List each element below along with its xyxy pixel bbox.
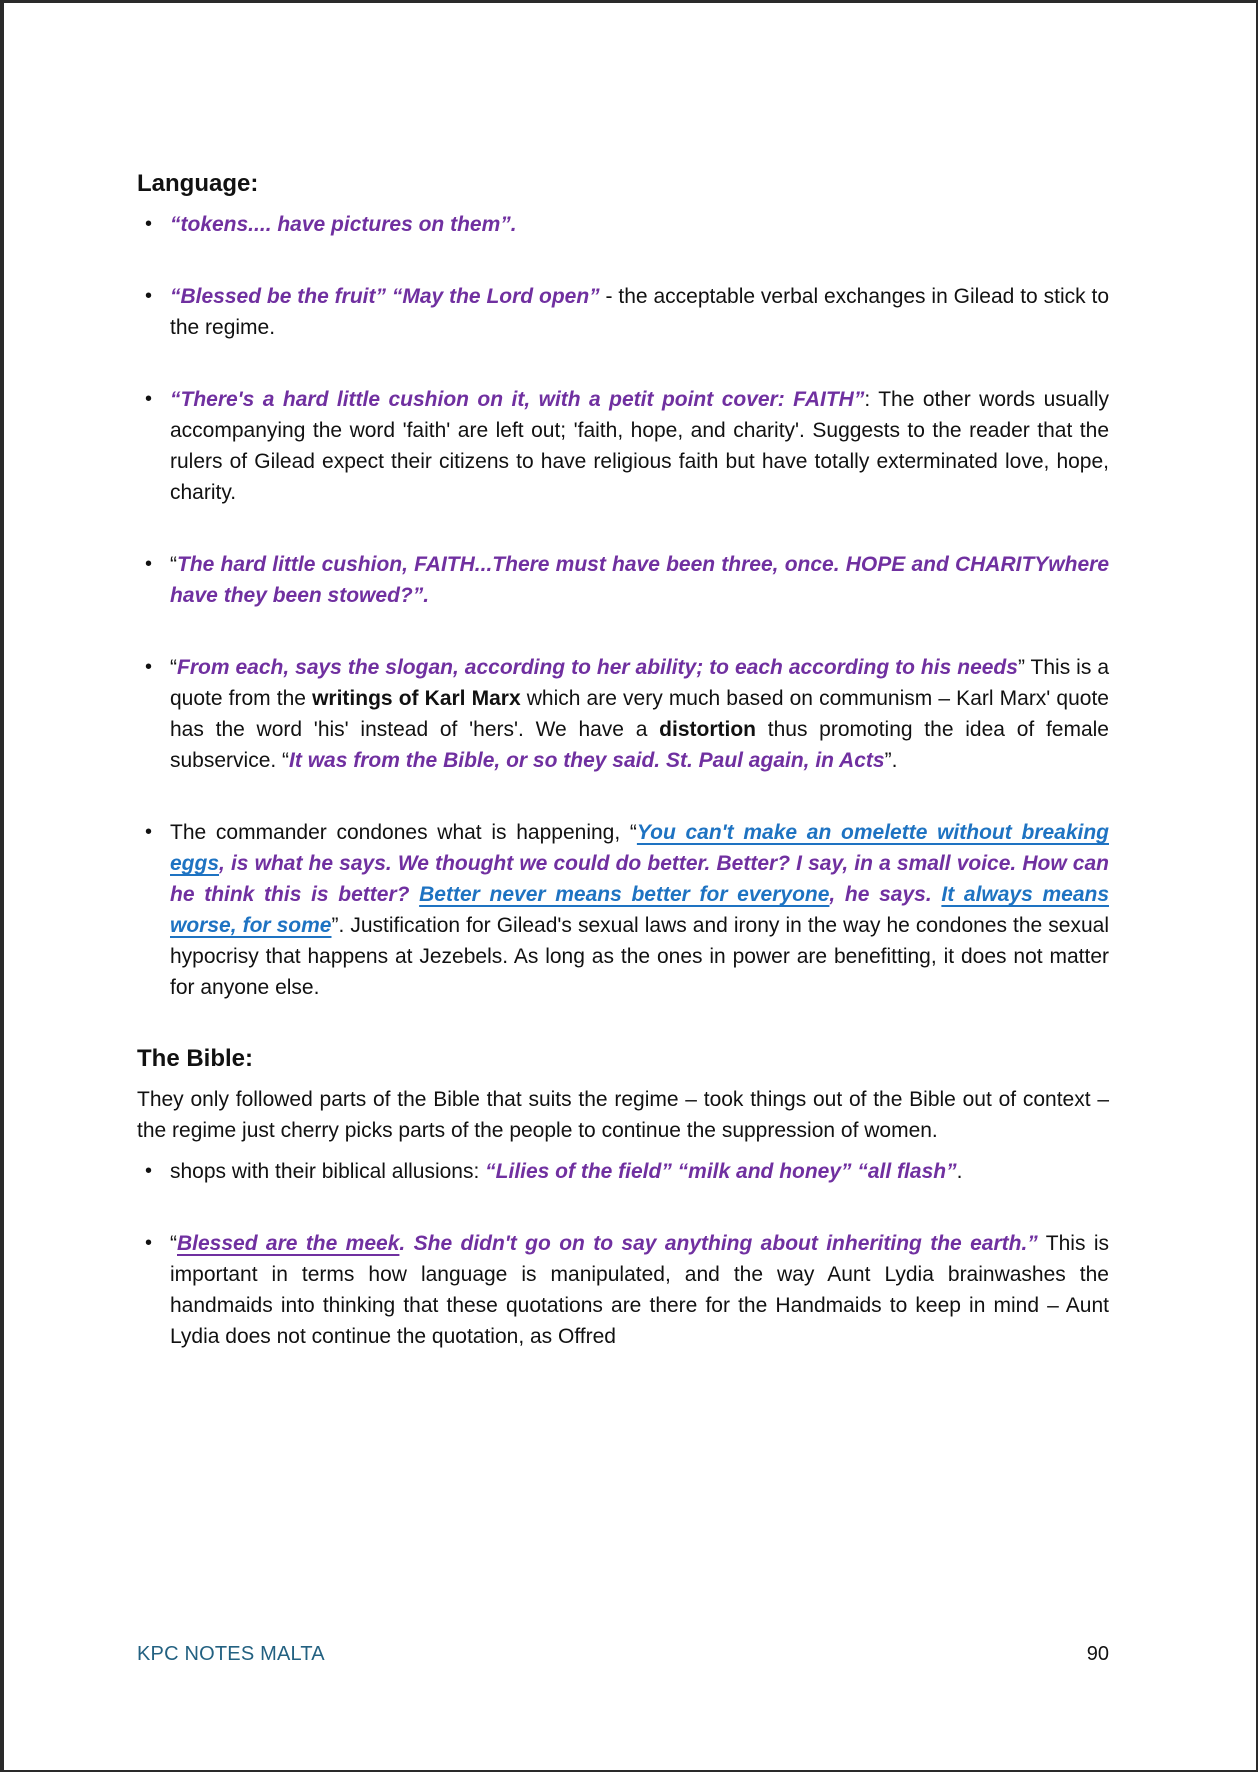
bullet-hope-charity — [137, 549, 1109, 611]
quote-text: “Lilies of the field” “milk and honey” “all flash” — [485, 1160, 957, 1183]
hyperlink-quote[interactable]: You can't make an omelette without breaking eggs — [170, 821, 1109, 875]
body-text: “ — [170, 1232, 177, 1255]
bullet-tokens — [137, 209, 1109, 240]
bullet-text — [170, 384, 1109, 508]
body-text: : The other words usually accompanying the word 'faith' are left out; 'faith, hope, and charity'. Suggests to the reader that the rulers of Gilead expect their citizens to have religious faith but have totally exterminated love, hope, charity. — [170, 388, 1109, 504]
bullet-marker: • — [145, 1232, 153, 1254]
body-text: This is important in terms how language is manipulated, and the way Aunt Lydia brainwashes the handmaids into thinking that these quotations are there for the Handmaids to keep in mind – Aunt Lydia does not continue the quotation, as Offred — [170, 1232, 1109, 1348]
hyperlink-quote[interactable]: Better never means better for everyone — [419, 883, 830, 906]
body-text: ”. — [884, 749, 898, 772]
body-text: The commander condones what is happening, “ — [170, 821, 637, 844]
bible-intro — [137, 1084, 1109, 1146]
bullet-marker: • — [145, 388, 153, 410]
body-text: . — [956, 1160, 963, 1183]
body-text: - the acceptable verbal exchanges in Gilead to stick to the regime. — [170, 285, 1109, 339]
quote-text: , is what he says. We thought we could do better. Better? I say, in a small voice. How can he think this is better? — [170, 852, 1109, 906]
quote-text: From each, says the slogan, according to her ability; to each according to his needs — [177, 656, 1018, 679]
page-number: 90 — [1086, 1643, 1109, 1665]
bullet-blessed-fruit — [137, 281, 1109, 343]
bold-text: distortion — [659, 718, 756, 741]
bullet-marker: • — [145, 1160, 153, 1182]
body-text: thus promoting the idea of female subservice. “ — [170, 718, 1109, 772]
bullet-marker: • — [145, 285, 153, 307]
bold-text: writings of Karl Marx — [312, 687, 521, 710]
bullet-marker: • — [145, 656, 153, 678]
body-text: They only followed parts of the Bible that suits the regime – took things out of the Bible out of context – the regime just cherry picks parts of the people to continue the suppression of women. — [137, 1088, 1109, 1142]
bullet-marker: • — [145, 213, 153, 235]
body-text: “ — [170, 656, 177, 679]
quote-text: It was from the Bible, or so they said. St. Paul again, in Acts — [289, 749, 885, 772]
body-text: ”. Justification for Gilead's sexual laws and irony in the way he condones the sexual hypocrisy that happens at Jezebels. As long as the ones in power are benefitting, it does not matter for anyone else. — [170, 914, 1109, 999]
quote-text: . She didn't go on to say anything about inheriting the earth.” — [399, 1232, 1038, 1255]
bullet-blessed-meek — [137, 1228, 1109, 1352]
bullet-text — [170, 549, 1109, 611]
quote-text: “tokens.... have pictures on them”. — [170, 213, 517, 236]
body-text: which are very much based on communism – Karl Marx' quote has the word 'his' instead of 'hers'. We have a — [170, 687, 1109, 741]
bullet-commander-omelette — [137, 817, 1109, 1003]
quote-link[interactable]: Blessed are the meek — [177, 1232, 400, 1255]
quote-text: The hard little cushion, FAITH...There must have been three, once. HOPE and CHARITYwhere have they been stowed?”. — [170, 553, 1109, 607]
language-heading: Language: — [137, 170, 259, 197]
bullet-cushion-faith — [137, 384, 1109, 508]
bullet-marker: • — [145, 821, 153, 843]
body-text: “ — [170, 553, 177, 576]
bullet-text — [170, 652, 1109, 776]
quote-text: “There's a hard little cushion on it, with a petit point cover: FAITH” — [170, 388, 865, 411]
bullet-karl-marx — [137, 652, 1109, 776]
bullet-text — [170, 817, 1109, 1003]
body-text: ” This is a quote from the — [170, 656, 1109, 710]
footer-brand: KPC NOTES MALTA — [137, 1643, 325, 1665]
quote-text: “Blessed be the fruit” “May the Lord open” — [170, 285, 600, 308]
document-body — [137, 169, 1109, 1393]
hyperlink-quote[interactable]: It always means worse, for some — [170, 883, 1110, 937]
page-footer — [137, 1643, 1109, 1666]
bullet-text — [170, 1156, 1109, 1187]
bullet-text — [170, 281, 1109, 343]
quote-text: , he says. — [829, 883, 942, 906]
bullet-marker: • — [145, 553, 153, 575]
bible-heading: The Bible: — [137, 1045, 254, 1072]
body-text: shops with their biblical allusions: — [170, 1160, 486, 1183]
bullet-shops-allusions — [137, 1156, 1109, 1187]
bullet-text — [170, 1228, 1109, 1352]
bullet-text — [170, 209, 1109, 240]
